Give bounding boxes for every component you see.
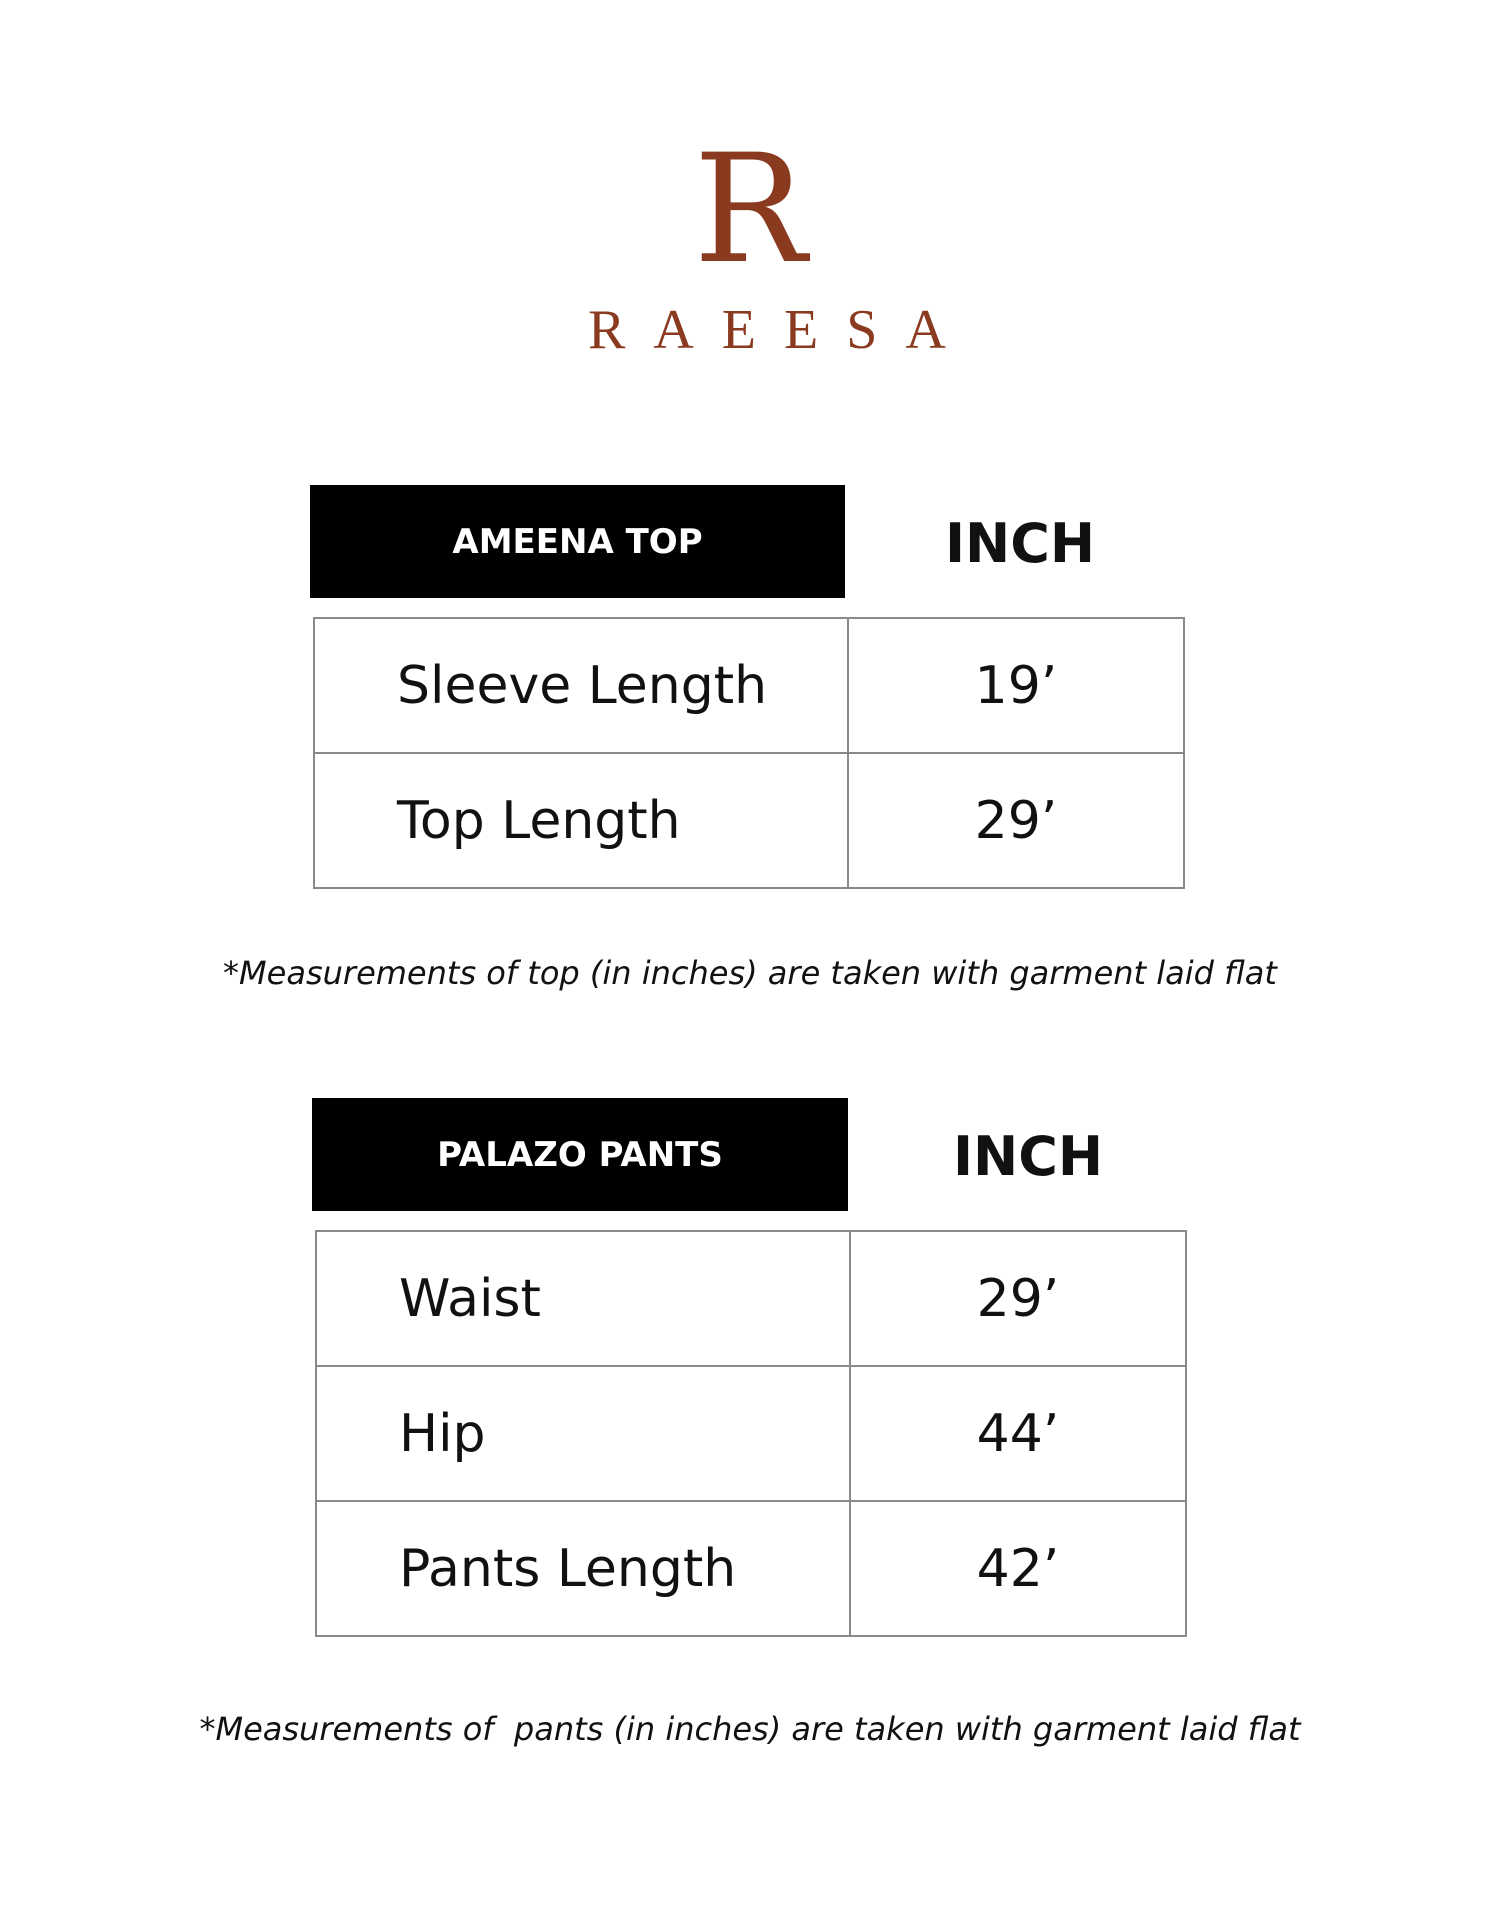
measurement-label: Pants Length (316, 1501, 850, 1636)
pants-header-bar: PALAZO PANTS (312, 1098, 848, 1211)
measurement-label: Sleeve Length (314, 618, 848, 753)
table-row (314, 618, 1184, 753)
top-measurement-note: *Measurements of top (in inches) are taken with garment laid flat (223, 954, 1277, 992)
pants-measurements-table (315, 1230, 1187, 1637)
table-row (316, 1366, 1186, 1501)
measurement-value: 42’ (850, 1501, 1186, 1636)
table-row (316, 1231, 1186, 1366)
measurement-label: Hip (316, 1366, 850, 1501)
measurement-label: Waist (316, 1231, 850, 1366)
top-header-bar: AMEENA TOP (310, 485, 845, 598)
brand-logo-mark: R (693, 123, 807, 297)
table-row (314, 753, 1184, 888)
table-row (316, 1501, 1186, 1636)
measurement-label: Top Length (314, 753, 848, 888)
measurement-value: 19’ (848, 618, 1184, 753)
pants-unit-label: INCH (952, 1125, 1104, 1188)
top-unit-label: INCH (944, 512, 1096, 575)
measurement-value: 29’ (848, 753, 1184, 888)
brand-name: RAEESA (588, 299, 974, 361)
top-measurements-table (313, 617, 1185, 889)
measurement-value: 44’ (850, 1366, 1186, 1501)
measurement-value: 29’ (850, 1231, 1186, 1366)
pants-measurement-note: *Measurements of pants (in inches) are taken with garment laid flat (199, 1710, 1301, 1748)
